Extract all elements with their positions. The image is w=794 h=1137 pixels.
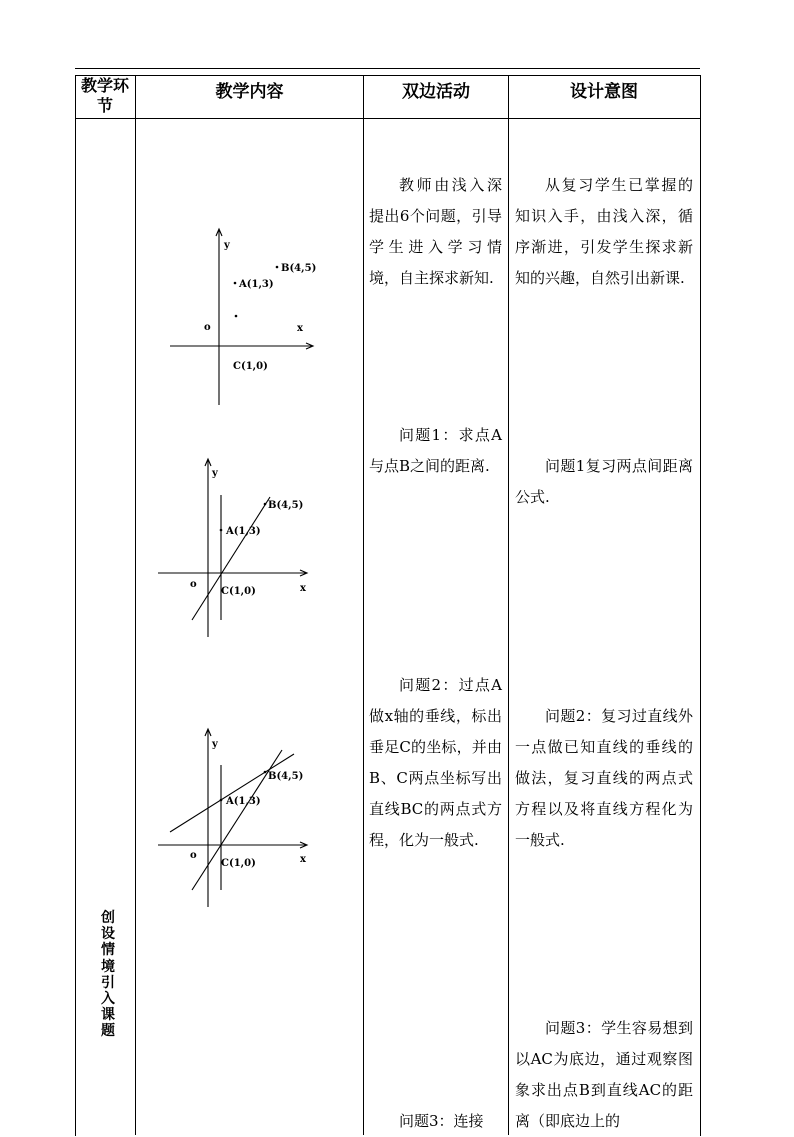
svg-text:C(1,0): C(1,0)	[221, 858, 256, 869]
header-teaching-content: 教学内容	[215, 82, 284, 102]
intent-question-3: 问题3：学生容易想到以AC为底边，通过观察图象求出点B到直线AC的距离（即底边上的	[515, 1019, 693, 1130]
svg-text:A(1,3): A(1,3)	[226, 796, 261, 807]
section-label: 创设情境引入课题	[101, 910, 115, 1040]
coordinate-figure-1	[160, 220, 330, 410]
activity-question-3: 问题3：连接	[399, 1112, 484, 1130]
header-row-divider	[75, 118, 700, 119]
header-design-intent: 设计意图	[570, 82, 638, 102]
activity-intro: 教师由浅入深提出6个问题，引导学生进入学习情境，自主探求新知.	[369, 176, 502, 287]
svg-text:C(1,0): C(1,0)	[233, 361, 268, 372]
svg-text:B(4,5): B(4,5)	[281, 263, 317, 274]
svg-text:x: x	[297, 323, 303, 334]
svg-text:C(1,0): C(1,0)	[221, 586, 256, 597]
svg-text:x: x	[300, 854, 306, 865]
top-thin-rule	[75, 68, 700, 69]
intent-question-1: 问题1复习两点间距离公式.	[515, 457, 693, 506]
column-divider-1	[135, 75, 136, 1135]
column-divider-3	[508, 75, 509, 1135]
header-teaching-stage: 教学环节	[80, 76, 129, 115]
svg-text:A(1,3): A(1,3)	[226, 526, 261, 537]
svg-text:y: y	[212, 468, 218, 479]
column-divider-2	[363, 75, 364, 1135]
svg-text:x: x	[300, 583, 306, 594]
svg-text:B(4,5): B(4,5)	[268, 771, 304, 782]
activity-question-1: 问题1：求点A与点B之间的距离.	[369, 426, 502, 475]
coordinate-figure-2	[150, 455, 320, 645]
svg-text:B(4,5): B(4,5)	[268, 500, 304, 511]
header-two-way-activity: 双边活动	[402, 82, 470, 102]
svg-text:o: o	[190, 579, 197, 590]
svg-text:o: o	[190, 850, 197, 861]
coordinate-figure-3	[150, 725, 320, 915]
svg-text:A(1,3): A(1,3)	[239, 279, 274, 290]
intent-question-2: 问题2：复习过直线外一点做已知直线的垂线的做法，复习直线的两点式方程以及将直线方程化为一般式.	[515, 707, 693, 849]
svg-text:y: y	[224, 240, 230, 251]
svg-text:o: o	[204, 322, 211, 333]
intent-intro: 从复习学生已掌握的知识入手，由浅入深，循序渐进，引发学生探求新知的兴趣，自然引出新课.	[515, 176, 693, 287]
svg-text:y: y	[212, 739, 218, 750]
activity-question-2: 问题2：过点A做x轴的垂线，标出垂足C的坐标，并由B、C两点坐标写出直线BC的两点式方程，化为一般式.	[369, 676, 502, 849]
